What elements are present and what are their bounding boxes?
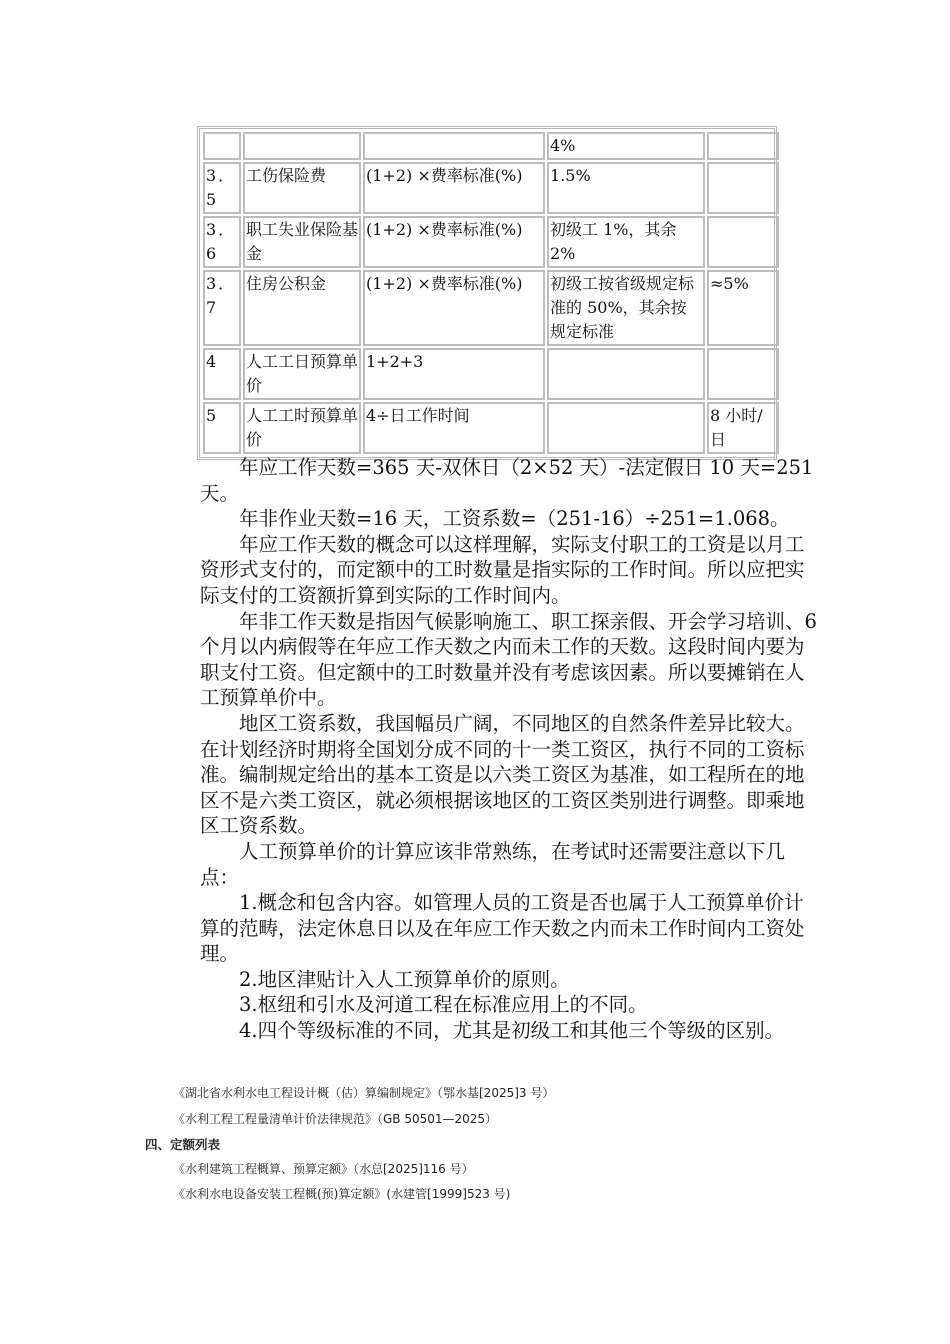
table-row — [203, 270, 779, 346]
table-cell: 职工失业保险基金 — [243, 216, 361, 268]
table-cell: 住房公积金 — [243, 270, 361, 346]
table-cell — [707, 162, 779, 214]
table-cell: 人工工日预算单价 — [243, 348, 361, 400]
table-cell — [363, 132, 545, 160]
table-cell: 3．7 — [203, 270, 241, 346]
table-cell — [547, 348, 705, 400]
table-cell — [707, 348, 779, 400]
table-row — [203, 162, 779, 214]
table-cell: (1+2) ×费率标准(%) — [363, 216, 545, 268]
table-cell — [547, 402, 705, 454]
table-cell: 1.5% — [547, 162, 705, 214]
table-cell — [203, 132, 241, 160]
table-cell — [707, 132, 779, 160]
paragraph: 地区工资系数，我国幅员广阔，不同地区的自然条件差异比较大。在计划经济时期将全国划分成不同的十一类工资区，执行不同的工资标准。编制规定给出的基本工资是以六类工资区为基准，如工程所在的地区不是六类工资区，就必须根据该地区的工资区类别进行调整。即乘地区工资系数。 — [200, 711, 805, 838]
table-cell — [243, 132, 361, 160]
table-cell: 4 — [203, 348, 241, 400]
table-cell: 初级工 1%，其余 2% — [547, 216, 705, 268]
table-cell: 初级工按省级规定标准的 50%，其余按规定标准 — [547, 270, 705, 346]
paragraph: 年应工作天数=365 天-双休日（2×52 天）-法定假日 10 天=251 天。 — [200, 456, 814, 505]
cost-table — [197, 126, 777, 460]
table-cell: 5 — [203, 402, 241, 454]
table-cell: 3．6 — [203, 216, 241, 268]
table-cell: 4% — [547, 132, 705, 160]
table-cell: 4÷日工作时间 — [363, 402, 545, 454]
list-item: 4.四个等级标准的不同，尤其是初级工和其他三个等级的区别。 — [239, 1019, 785, 1043]
list-item: 3.枢纽和引水及河道工程在标准应用上的不同。 — [239, 993, 648, 1017]
table-row — [203, 216, 779, 268]
cost-table-grid — [201, 130, 781, 456]
table-cell: 3．5 — [203, 162, 241, 214]
table-cell: (1+2) ×费率标准(%) — [363, 270, 545, 346]
table-cell — [707, 216, 779, 268]
table-cell: 人工工时预算单价 — [243, 402, 361, 454]
table-cell: 工伤保险费 — [243, 162, 361, 214]
paragraph: 年非作业天数=16 天，工资系数=（251-16）÷251=1.068。 — [239, 507, 790, 531]
reference-item: 《水利水电设备安装工程概(预)算定额》(水建管[1999]523 号) — [173, 1187, 511, 1201]
reference-item: 《湖北省水利水电工程设计概（估）算编制规定》（鄂水基[2025]3 号） — [173, 1086, 555, 1100]
list-item: 2.地区津贴计入人工预算单价的原则。 — [239, 967, 570, 991]
body-text — [200, 455, 822, 1044]
paragraph: 人工预算单价的计算应该非常熟练，在考试时还需要注意以下几点： — [200, 839, 786, 889]
reference-item: 《水利建筑工程概算、预算定额》（水总[2025]116 号） — [173, 1162, 474, 1176]
reference-item: 《水利工程工程量清单计价法律规范》（GB 50501—2025） — [173, 1112, 498, 1126]
table-row — [203, 402, 779, 454]
table-cell: ≈5% — [707, 270, 779, 346]
table-cell: (1+2) ×费率标准(%) — [363, 162, 545, 214]
table-row — [203, 132, 779, 160]
list-item: 1.概念和包含内容。如管理人员的工资是否也属于人工预算单价计算的范畴，法定休息日以及在年应工作天数之内而未工作时间内工资处理。 — [200, 891, 805, 966]
table-row — [203, 348, 779, 400]
paragraph: 年非工作天数是指因气候影响施工、职工探亲假、开会学习培训、6 个月以内病假等在年应工作天数之内而未工作的天数。这段时间内要为职支付工资。但定额中的工时数量并没有考虑该因素。所以要摊销在人工预算单价中。 — [200, 609, 817, 710]
paragraph: 年应工作天数的概念可以这样理解，实际支付职工的工资是以月工资形式支付的，而定额中的工时数量是指实际的工作时间。所以应把实际支付的工资额折算到实际的工作时间内。 — [200, 532, 805, 607]
table-cell: 8 小时/日 — [707, 402, 779, 454]
section-heading: 四、定额列表 — [145, 1137, 221, 1152]
table-cell: 1+2+3 — [363, 348, 545, 400]
